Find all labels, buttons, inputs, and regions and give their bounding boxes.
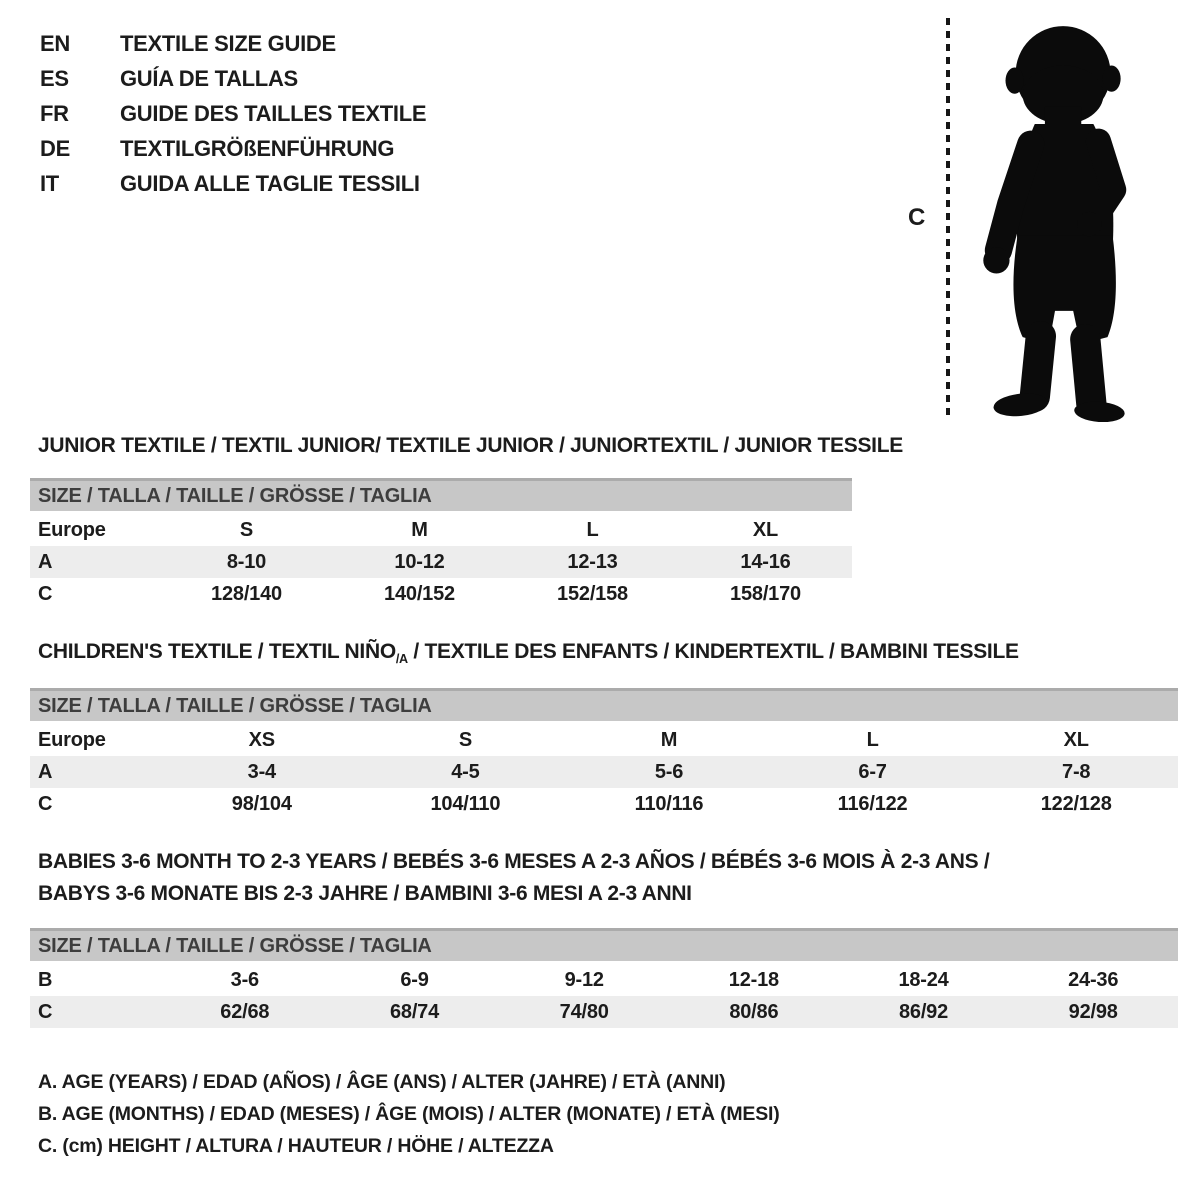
babies-heading-line2: BABYS 3-6 MONATE BIS 2-3 JAHRE / BAMBINI 3-6 MESI A 2-3 ANNI <box>38 882 692 905</box>
children-heading-subscript: /A <box>395 652 408 667</box>
size-cell: 62/68 <box>220 1000 270 1023</box>
babies-heading-line1: BABIES 3-6 MONTH TO 2-3 YEARS / BEBÉS 3-6 MESES A 2-3 AÑOS / BÉBÉS 3-6 MOIS À 2-3 ANS / <box>38 850 990 873</box>
size-cell: 92/98 <box>1068 1000 1118 1023</box>
table-row <box>30 964 1178 996</box>
size-cell: M <box>411 518 428 541</box>
footnotes-block <box>38 1066 780 1162</box>
table-row <box>30 724 1178 756</box>
size-cell: 128/140 <box>211 582 282 605</box>
size-cell: 6-7 <box>858 760 887 783</box>
size-cell: XS <box>248 728 275 751</box>
size-cell: 24-36 <box>1068 968 1119 991</box>
size-cell: 10-12 <box>394 550 445 573</box>
row-label: A <box>38 760 53 783</box>
row-label: B <box>38 968 53 991</box>
footnote-c: C. (cm) HEIGHT / ALTURA / HAUTEUR / HÖHE / ALTEZZA <box>38 1135 554 1157</box>
measure-label-c: C <box>908 204 926 231</box>
junior-size-table <box>30 478 852 610</box>
language-title-block <box>40 26 426 201</box>
footnote-a: A. AGE (YEARS) / EDAD (AÑOS) / ÂGE (ANS) / ALTER (JAHRE) / ETÀ (ANNI) <box>38 1071 726 1093</box>
size-cell: 3-6 <box>230 968 259 991</box>
size-cell: 86/92 <box>898 1000 949 1023</box>
row-label: C <box>38 1000 53 1023</box>
row-label: C <box>38 582 53 605</box>
junior-section-heading: JUNIOR TEXTILE / TEXTIL JUNIOR/ TEXTILE JUNIOR / JUNIORTEXTIL / JUNIOR TESSILE <box>38 434 903 457</box>
size-header-bar: SIZE / TALLA / TAILLE / GRÖSSE / TAGLIA <box>30 688 1178 721</box>
size-cell: 14-16 <box>740 550 791 573</box>
size-cell: XL <box>1063 728 1089 751</box>
language-code: ES <box>40 66 69 91</box>
language-code: IT <box>40 171 59 196</box>
language-title: TEXTILGRÖßENFÜHRUNG <box>120 136 395 161</box>
size-cell: XL <box>752 518 779 541</box>
size-cell: 9-12 <box>564 968 604 991</box>
size-cell: 12-13 <box>567 550 618 573</box>
children-heading-text: / TEXTILE DES ENFANTS / KINDERTEXTIL / BAMBINI TESSILE <box>407 640 1019 663</box>
size-cell: 4-5 <box>451 760 480 783</box>
size-cell: 12-18 <box>728 968 779 991</box>
size-cell: M <box>660 728 678 751</box>
size-cell: 110/116 <box>634 792 704 815</box>
language-title: GUIDA ALLE TAGLIE TESSILI <box>120 171 420 196</box>
language-row-en <box>40 26 426 61</box>
language-row-de <box>40 131 426 166</box>
size-cell: L <box>586 518 599 541</box>
row-label: A <box>38 550 53 573</box>
toddler-silhouette-icon <box>964 18 1146 422</box>
size-cell: 122/128 <box>1040 792 1112 815</box>
size-cell: S <box>239 518 254 541</box>
size-cell: 74/80 <box>559 1000 609 1023</box>
language-row-es <box>40 61 426 96</box>
size-cell: 158/170 <box>730 582 801 605</box>
language-code: DE <box>40 136 70 161</box>
size-cell: 152/158 <box>557 582 628 605</box>
size-cell: 104/110 <box>430 792 501 815</box>
size-cell: 80/86 <box>729 1000 779 1023</box>
table-row <box>30 578 852 610</box>
size-cell: 5-6 <box>654 760 684 783</box>
table-row <box>30 756 1178 788</box>
row-label: Europe <box>38 518 106 541</box>
children-size-table <box>30 688 1178 820</box>
babies-section-heading <box>38 846 989 910</box>
children-section-heading <box>38 640 1019 666</box>
footnote-b: B. AGE (MONTHS) / EDAD (MESES) / ÂGE (MOIS) / ALTER (MONATE) / ETÀ (MESI) <box>38 1103 780 1125</box>
size-cell: 18-24 <box>898 968 949 991</box>
language-row-it <box>40 166 426 201</box>
size-cell: 98/104 <box>231 792 292 815</box>
language-row-fr <box>40 96 426 131</box>
size-cell: 68/74 <box>389 1000 440 1023</box>
table-row <box>30 788 1178 820</box>
language-code: EN <box>40 31 70 56</box>
language-title: GUÍA DE TALLAS <box>120 66 298 91</box>
size-cell: 6-9 <box>400 968 429 991</box>
size-header-bar: SIZE / TALLA / TAILLE / GRÖSSE / TAGLIA <box>30 928 1178 961</box>
size-cell: 140/152 <box>384 582 455 605</box>
size-cell: 116/122 <box>837 792 908 815</box>
language-code: FR <box>40 101 69 126</box>
table-row <box>30 514 852 546</box>
row-label: Europe <box>38 728 106 751</box>
row-label: C <box>38 792 53 815</box>
size-cell: L <box>866 728 879 751</box>
table-row <box>30 546 852 578</box>
language-title: GUIDE DES TAILLES TEXTILE <box>120 101 427 126</box>
babies-size-table <box>30 928 1178 1028</box>
children-heading-text: CHILDREN'S TEXTILE / TEXTIL NIÑO <box>38 640 396 663</box>
size-cell: S <box>458 728 472 751</box>
size-header-bar: SIZE / TALLA / TAILLE / GRÖSSE / TAGLIA <box>30 478 852 511</box>
table-row <box>30 996 1178 1028</box>
language-title: TEXTILE SIZE GUIDE <box>120 31 336 56</box>
size-cell: 7-8 <box>1062 760 1091 783</box>
size-cell: 8-10 <box>226 550 267 573</box>
height-measure-dashed-line <box>946 18 950 420</box>
size-cell: 3-4 <box>247 760 276 783</box>
